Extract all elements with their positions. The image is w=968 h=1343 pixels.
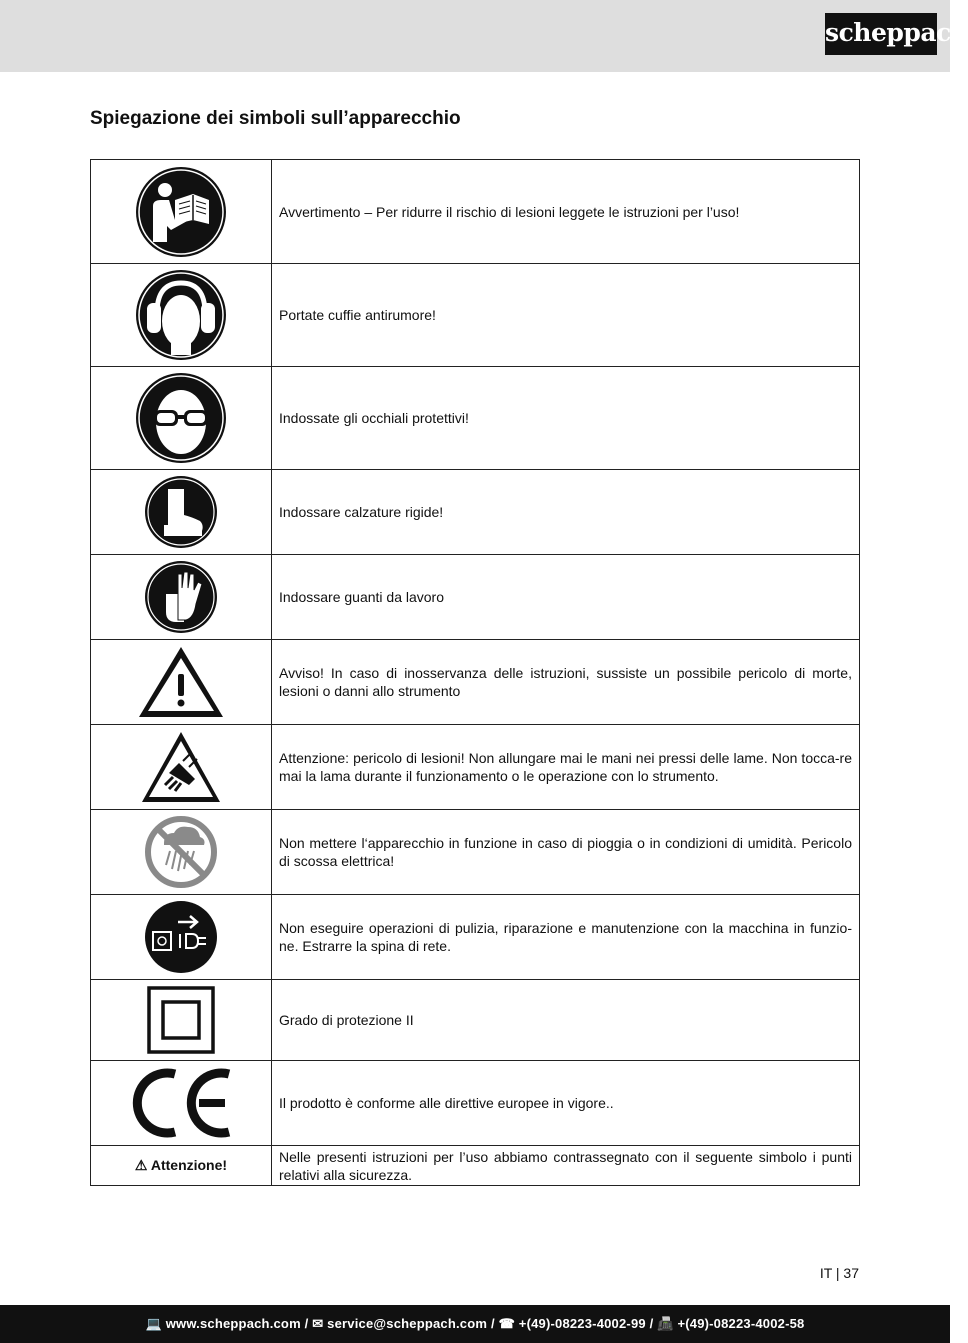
table-row xyxy=(91,640,860,725)
table-row xyxy=(91,1146,860,1186)
footer-phone: ☎ +(49)-08223-4002-99 / xyxy=(498,1316,654,1331)
attention-label: ⚠ Attenzione! xyxy=(134,1156,228,1173)
table-row xyxy=(91,725,860,810)
table-row xyxy=(91,367,860,470)
symbol-description: Avvertimento – Per ridurre il rischio di lesioni leggete le istruzioni per l’uso! xyxy=(272,160,860,264)
footer-website-link[interactable]: 💻 www.scheppach.com / xyxy=(145,1316,309,1331)
table-row xyxy=(91,980,860,1061)
hand-injury-warning-icon xyxy=(139,729,223,805)
table-row xyxy=(91,160,860,264)
ce-mark-icon xyxy=(129,1066,233,1140)
table-row xyxy=(91,1061,860,1146)
safety-goggles-icon xyxy=(135,372,227,464)
table-row xyxy=(91,555,860,640)
footer-email-link[interactable]: ✉ service@scheppach.com / xyxy=(312,1316,495,1331)
warning-triangle-icon xyxy=(136,644,226,720)
brand-logo: scheppach xyxy=(825,13,937,55)
symbol-description: Indossate gli occhiali protettivi! xyxy=(272,367,860,470)
ear-protection-icon xyxy=(135,269,227,361)
symbol-description: Avviso! In caso di inosservanza delle istruzioni, sussiste un possibile pericolo di morte, lesioni o danni allo strumento xyxy=(272,640,860,725)
protection-class-ii-icon xyxy=(147,986,215,1054)
symbol-description: Non mettere l‘apparecchio in funzione in caso di pioggia o in condizioni di umidità. Pericolo di scossa elettrica! xyxy=(272,810,860,895)
symbol-description: Attenzione: pericolo di lesioni! Non allungare mai le mani nei pressi delle lame. Non tocca-re mai la lama durante il funzionamento o le operazione con lo strumento. xyxy=(272,725,860,810)
symbol-description: Indossare calzature rigide! xyxy=(272,470,860,555)
read-manual-icon xyxy=(135,166,227,258)
header-band xyxy=(0,0,950,72)
safety-boots-icon xyxy=(144,475,218,549)
symbol-description: Grado di protezione II xyxy=(272,980,860,1061)
work-gloves-icon xyxy=(144,560,218,634)
table-row xyxy=(91,810,860,895)
symbols-table xyxy=(90,159,860,1186)
no-rain-icon xyxy=(144,815,218,889)
footer-bar xyxy=(0,1305,950,1343)
symbol-description: Indossare guanti da lavoro xyxy=(272,555,860,640)
unplug-icon xyxy=(144,900,218,974)
page-number: IT | 37 xyxy=(819,1265,859,1281)
symbol-description: Non eseguire operazioni di pulizia, riparazione e manutenzione con la macchina in funzio-ne. Estrarre la spina di rete. xyxy=(272,895,860,980)
footer-fax: 📠 +(49)-08223-4002-58 xyxy=(657,1316,805,1331)
table-row xyxy=(91,264,860,367)
symbol-description: Portate cuffie antirumore! xyxy=(272,264,860,367)
table-row xyxy=(91,470,860,555)
table-row xyxy=(91,895,860,980)
symbol-description: Il prodotto è conforme alle direttive europee in vigore.. xyxy=(272,1061,860,1146)
symbol-description: Nelle presenti istruzioni per l’uso abbiamo contrassegnato con il seguente simbolo i punti relativi alla sicurezza. xyxy=(272,1146,860,1186)
page-title: Spiegazione dei simboli sull’apparecchio xyxy=(90,108,461,129)
